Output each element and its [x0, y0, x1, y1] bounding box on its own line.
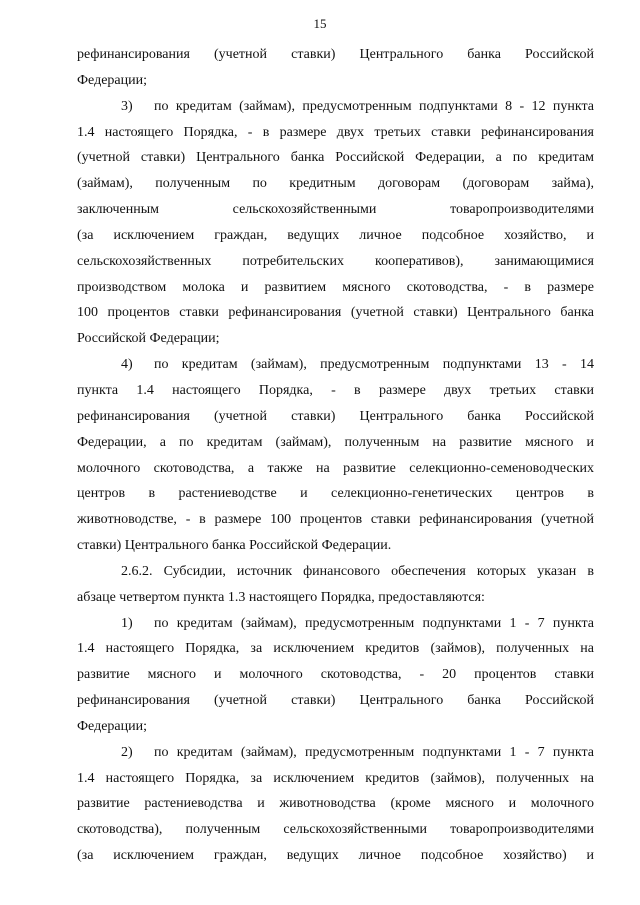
line-text: рефинансирования (учетной ставки) Центрального банка Российской	[77, 408, 594, 424]
page-number: 15	[313, 16, 327, 31]
list-marker: 1)	[121, 615, 133, 631]
line-text: заключенным сельскохозяйственными товаропроизводителями	[77, 202, 594, 218]
line-text: (за исключением граждан, ведущих личное подсобное хозяйство) и	[77, 848, 594, 864]
text-line	[77, 714, 595, 740]
text-line	[77, 533, 595, 559]
line-text: молочного скотоводства, а также на развитие селекционно-семеноводческих	[77, 460, 594, 476]
text-line	[77, 42, 595, 68]
text-line	[77, 636, 595, 662]
text-line	[77, 378, 595, 404]
text-line	[77, 197, 595, 223]
line-text: животноводстве, - в размере 100 процентов ставки рефинансирования (учетной	[77, 512, 594, 528]
line-text: Российской Федерации;	[77, 331, 220, 347]
line-text: абзаце четвертом пункта 1.3 настоящего Порядка, предоставляются:	[77, 589, 485, 605]
line-text: рефинансирования (учетной ставки) Центрального банка Российской	[77, 47, 594, 62]
line-text: Федерации;	[77, 718, 148, 734]
text-line	[77, 223, 595, 249]
line-text: производством молока и развитием мясного скотоводства, - в размере	[77, 279, 594, 295]
line-text: Федерации;	[77, 72, 148, 88]
text-line	[77, 352, 595, 378]
document-body	[77, 42, 595, 869]
text-line	[77, 68, 595, 94]
text-line	[77, 430, 595, 456]
line-text: развитие растениеводства и животноводства (кроме мясного и молочного	[77, 796, 594, 812]
text-line	[77, 300, 595, 326]
text-line	[77, 740, 595, 766]
text-line	[77, 843, 595, 869]
text-line	[77, 145, 595, 171]
text-line	[77, 456, 595, 482]
text-line	[77, 120, 595, 146]
line-text: по кредитам (займам), предусмотренным подпунктами 8 - 12 пункта	[154, 98, 594, 114]
text-line	[77, 766, 595, 792]
text-line	[77, 507, 595, 533]
line-text: 1.4 настоящего Порядка, - в размере двух третьих ставки рефинансирования	[77, 124, 594, 140]
line-text: по кредитам (займам), предусмотренным подпунктами 13 - 14	[154, 357, 594, 373]
line-text: по кредитам (займам), предусмотренным подпунктами 1 - 7 пункта	[154, 744, 594, 760]
line-text: центров в растениеводстве и селекционно-генетических центров в	[77, 486, 594, 502]
line-text: пункта 1.4 настоящего Порядка, - в размере двух третьих ставки	[77, 382, 594, 398]
line-text: скотоводства), полученным сельскохозяйственными товаропроизводителями	[77, 822, 594, 838]
list-marker: 4)	[121, 357, 133, 373]
line-text: Федерации, а по кредитам (займам), полученным на развитие мясного и	[77, 434, 594, 450]
line-text: (займам), полученным по кредитным договорам (договорам займа),	[77, 176, 594, 192]
text-line	[77, 404, 595, 430]
text-line	[77, 94, 595, 120]
text-line	[77, 481, 595, 507]
line-text: 1.4 настоящего Порядка, за исключением кредитов (займов), полученных на	[77, 770, 594, 786]
line-text: развитие мясного и молочного скотоводства, - 20 процентов ставки	[77, 667, 594, 683]
line-text: (учетной ставки) Центрального банка Российской Федерации, а по кредитам	[77, 150, 594, 166]
text-line	[77, 559, 595, 585]
text-line	[77, 817, 595, 843]
line-text: по кредитам (займам), предусмотренным подпунктами 1 - 7 пункта	[154, 615, 594, 631]
line-text: 1.4 настоящего Порядка, за исключением кредитов (займов), полученных на	[77, 641, 594, 657]
line-text: сельскохозяйственных потребительских кооперативов), занимающимися	[77, 253, 594, 269]
text-line	[77, 662, 595, 688]
text-line	[77, 611, 595, 637]
line-text: 100 процентов ставки рефинансирования (учетной ставки) Центрального банка	[77, 305, 594, 321]
list-marker: 3)	[121, 98, 133, 114]
line-text: (за исключением граждан, ведущих личное подсобное хозяйство, и	[77, 227, 594, 243]
line-text: рефинансирования (учетной ставки) Центрального банка Российской	[77, 693, 594, 709]
text-line	[77, 275, 595, 301]
text-line	[77, 249, 595, 275]
text-line	[77, 791, 595, 817]
text-line	[77, 171, 595, 197]
list-marker: 2)	[121, 744, 133, 760]
text-line	[77, 688, 595, 714]
text-line	[77, 585, 595, 611]
line-text: 2.6.2. Субсидии, источник финансового обеспечения которых указан в	[121, 563, 594, 579]
line-text: ставки) Центрального банка Российской Федерации.	[77, 538, 392, 554]
text-line	[77, 326, 595, 352]
